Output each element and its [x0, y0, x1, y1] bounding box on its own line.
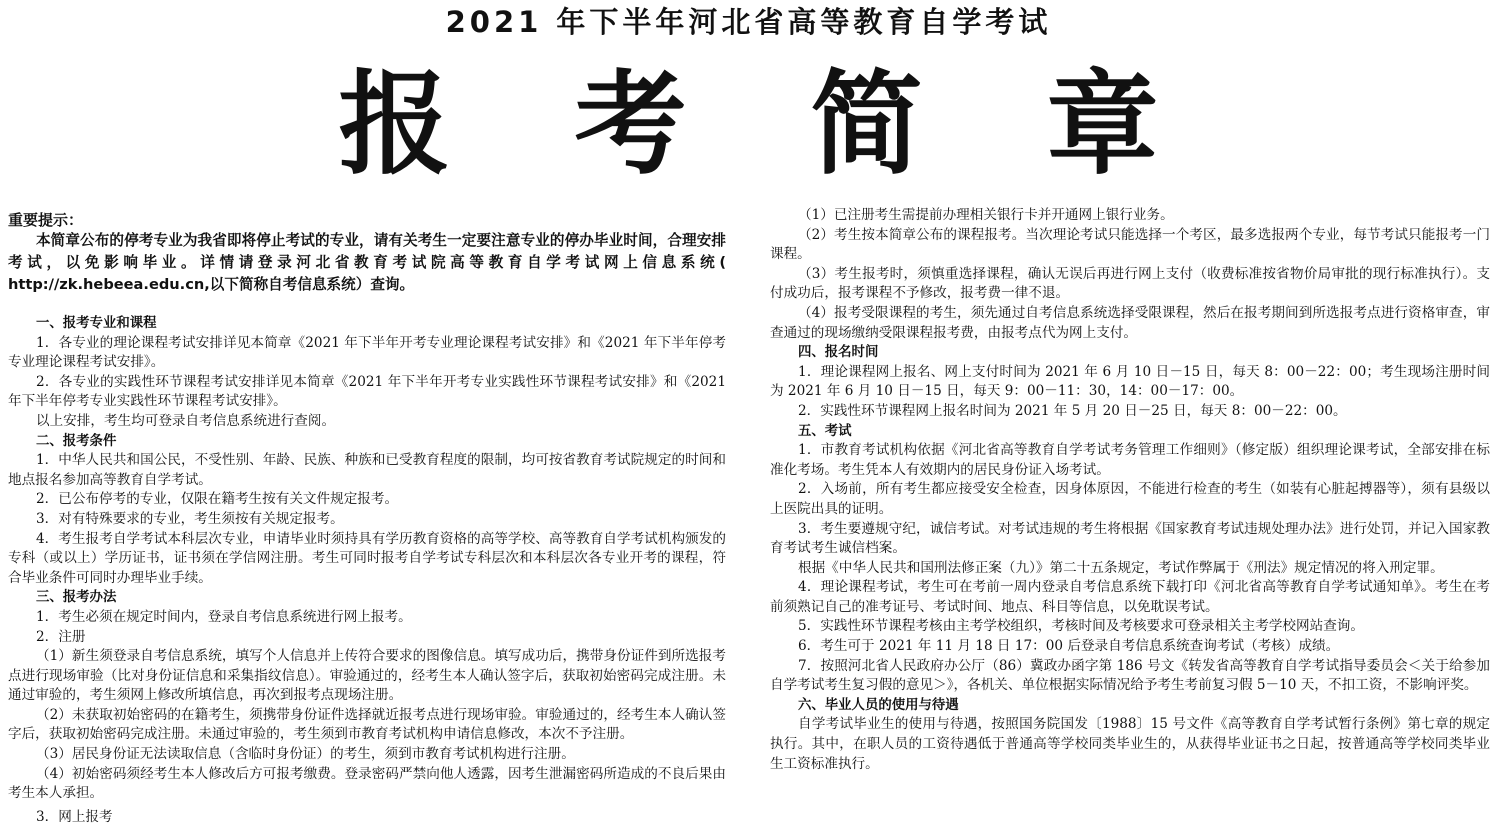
paragraph: 1．各专业的理论课程考试安排详见本简章《2021 年下半年开考专业理论课程考试安排》和《2021 年下半年停考专业理论课程考试安排》。 [8, 334, 726, 371]
section-heading: 二、报考条件 [36, 433, 117, 449]
paragraph: 4．理论课程考试，考生可在考前一周内登录自考信息系统下载打印《河北省高等教育自学考试通知单》。考生在考前须熟记自己的准考证号、考试时间、地点、科目等信息，以免耽误考试。 [770, 579, 1490, 615]
paragraph: 2．入场前，所有考生都应接受安全检查，因身体原因，不能进行检查的考生（如装有心脏起搏器等），须有县级以上医院出具的证明。 [770, 481, 1490, 517]
left-column [8, 206, 726, 804]
paragraph: （1）已注册考生需提前办理相关银行卡并开通网上银行业务。 [798, 207, 1174, 223]
section-heading: 六、毕业人员的使用与待遇 [798, 697, 959, 713]
paragraph: 5．实践性环节课程考核由主考学校组织，考核时间及考核要求可登录相关主考学校网站查询。 [798, 618, 1364, 635]
section-heading: 三、报考办法 [36, 590, 117, 606]
notice-body: 本简章公布的停考专业为我省即将停止考试的专业，请有关考生一定要注意专业的停办毕业时间，合理安排考试，以免影响毕业。详情请登录河北省教育考试院高等教育自学考试网上信息系统( http://zk.hebeea.edu.cn,以下简称自考信息系统）查询。 [8, 232, 726, 293]
page-title [0, 60, 1497, 190]
title-char-4: 章 [1046, 60, 1159, 190]
paragraph: 1．市教育考试机构依据《河北省高等教育自学考试考务管理工作细则》（修定版）组织理论课考试，全部安排在标准化考场。考生凭本人有效期内的居民身份证入场考试。 [770, 442, 1490, 478]
paragraph: （2）未获取初始密码的在籍考生，须携带身份证件选择就近报考点进行现场审验。审验通过的，经考生本人确认签字后，获取初始密码完成注册。未通过审验的，考生须到市教育考试机构申请信息修改，本次不予注册。 [8, 706, 726, 743]
paragraph: 3．考生要遵规守纪，诚信考试。对考试违规的考生将根据《国家教育考试违规处理办法》进行处罚，并记入国家教育考试考生诚信档案。 [770, 520, 1490, 557]
paragraph: 2．实践性环节课程网上报名时间为 2021 年 5 月 20 日－25 日，每天 8：00－22：00。 [798, 402, 1347, 419]
paragraph: （2）考生按本简章公布的课程报考。当次理论考试只能选择一个考区，最多选报两个专业，每节考试只能报考一门课程。 [770, 226, 1490, 263]
paragraph: 根据《中华人民共和国刑法修正案（九）》第二十五条规定，考试作弊属于《刑法》规定情况的将入刑定罪。 [798, 559, 1444, 576]
paragraph: 2．各专业的实践性环节课程考试安排详见本简章《2021 年下半年开考专业实践性环节课程考试安排》和《2021 年下半年停考专业实践性环节课程考试安排》。 [8, 373, 726, 410]
paragraph: （3）考生报考时，须慎重选择课程，确认无误后再进行网上支付（收费标准按省物价局审批的现行标准执行）。支付成功后，报考课程不予修改，报考费一律不退。 [770, 265, 1490, 302]
title-char-2: 考 [574, 60, 687, 190]
paragraph: 1．中华人民共和国公民，不受性别、年龄、民族、种族和已受教育程度的限制，均可按省教育考试院规定的时间和地点报名参加高等教育自学考试。 [8, 452, 726, 488]
paragraph: （3）居民身份证无法读取信息（含临时身份证）的考生，须到市教育考试机构进行注册。 [36, 746, 575, 763]
paragraph: 4．考生报考自学考试本科层次专业，申请毕业时须持具有学历教育资格的高等学校、高等教育自学考试机构颁发的专科（或以上）学历证书，证书须在学信网注册。考生可同时报考自学考试专科层次和本科层次各专业开考的课程，符合毕业条件可同时办理毕业手续。 [8, 530, 726, 586]
paragraph: 1．理论课程网上报名、网上支付时间为 2021 年 6 月 10 日－15 日，每天 8：00－22：00；考生现场注册时间为 2021 年 6 月 10 日－15 日，每天 9：00－11：30，14：00－17：00。 [770, 363, 1490, 400]
paragraph: 2．已公布停考的专业，仅限在籍考生按有关文件规定报考。 [36, 491, 399, 508]
right-column [770, 206, 1490, 774]
paragraph: 以上安排，考生均可登录自考信息系统进行查阅。 [36, 412, 336, 429]
cut-off-line: 3．网上报考 [36, 809, 113, 825]
title-char-1: 报 [338, 60, 451, 190]
paragraph: 6．考生可于 2021 年 11 月 18 日 17：00 后登录自考信息系统查询考试（考核）成绩。 [798, 638, 1340, 655]
title-char-3: 简 [810, 60, 923, 190]
paragraph: 1．考生必须在规定时间内，登录自考信息系统进行网上报考。 [36, 608, 412, 625]
paragraph: 2．注册 [36, 628, 86, 645]
paragraph: 3．对有特殊要求的专业，考生须按有关规定报考。 [36, 510, 344, 527]
section-heading: 四、报名时间 [798, 345, 879, 361]
paragraph: 7．按照河北省人民政府办公厅（86）冀政办函字第 186 号文《转发省高等教育自学考试指导委员会＜关于给参加自学考试考生复习假的意见＞》，各机关、单位根据实际情况给予考生考前复习假 5－10 天，不扣工资，不影响评奖。 [770, 657, 1490, 694]
section-heading: 一、报考专业和课程 [36, 316, 157, 331]
exam-header: 2021 年下半年河北省高等教育自学考试 [445, 5, 1052, 39]
section-heading: 五、考试 [798, 423, 852, 439]
paragraph: （4）报考受限课程的考生，须先通过自考信息系统选择受限课程，然后在报考期间到所选报考点进行资格审查，审查通过的现场缴纳受限课程报考费，由报考点代为网上支付。 [770, 304, 1490, 341]
paragraph: 自学考试毕业生的使用与待遇，按照国务院国发〔1988〕15 号文件《高等教育自学考试暂行条例》第七章的规定执行。其中，在职人员的工资待遇低于普通高等学校同类毕业生的，从获得毕业证书之日起，按普通高等学校同类毕业生工资标准执行。 [770, 716, 1490, 772]
notice-heading: 重要提示： [8, 211, 84, 229]
paragraph: （4）初始密码须经考生本人修改后方可报考缴费。登录密码严禁向他人透露，因考生泄漏密码所造成的不良后果由考生本人承担。 [8, 765, 726, 802]
paragraph: （1）新生须登录自考信息系统，填写个人信息并上传符合要求的图像信息。填写成功后，携带身份证件到所选报考点进行现场审验（比对身份证信息和采集指纹信息）。审验通过的，经考生本人确认签字后，获取初始密码完成注册。未通过审验的，考生须网上修改所填信息，再次到报考点现场注册。 [8, 648, 726, 704]
